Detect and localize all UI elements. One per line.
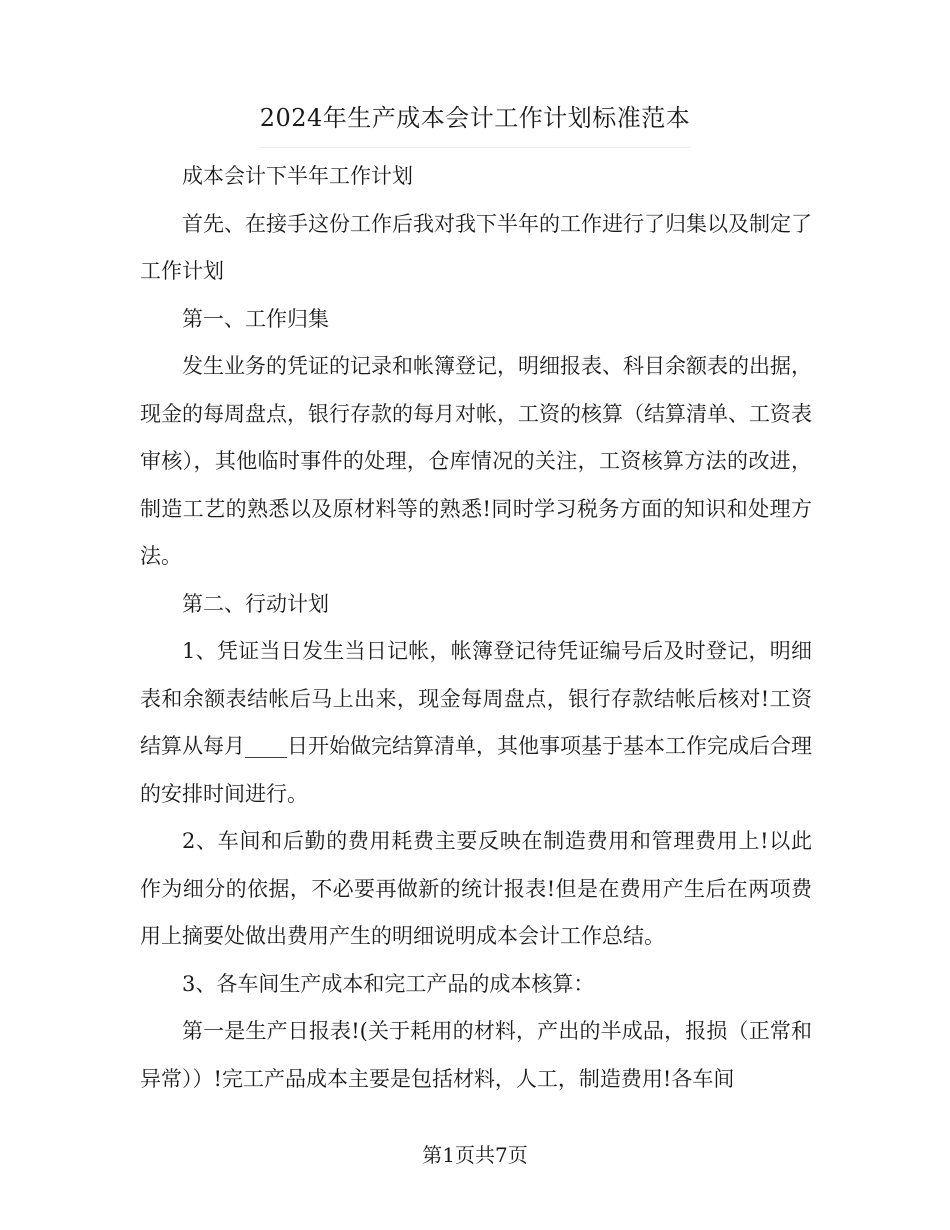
title-underline xyxy=(258,147,690,148)
section-heading-1: 第一、工作归集 xyxy=(182,306,329,331)
paragraph-plan-item-2: 2、车间和后勤的费用耗费主要反映在制造费用和管理费用上!以此作为细分的依据，不必要再做新的统计报表!但是在费用产生后在两项费用上摘要处做出费用产生的明细说明成本会计工作总结。 xyxy=(140,829,812,948)
paragraph-plan-item-3: 3、各车间生产成本和完工产品的成本核算： xyxy=(182,971,595,996)
paragraph-daily-report: 第一是生产日报表!(关于耗用的材料，产出的半成品，报损（正常和异常））!完工产品成本主要是包括材料，人工，制造费用!各车间 xyxy=(140,1019,812,1091)
document-body xyxy=(140,153,812,1103)
paragraph-intro: 首先、在接手这份工作后我对我下半年的工作进行了归集以及制定了工作计划 xyxy=(140,211,812,283)
page-number-footer: 第1页共7页 xyxy=(422,1143,528,1167)
paragraph-work-summary: 发生业务的凭证的记录和帐簿登记，明细报表、科目余额表的出据，现金的每周盘点，银行存款的每月对帐，工资的核算（结算清单、工资表审核），其他临时事件的处理，仓库情况的关注，工资核算方法的改进，制造工艺的熟悉以及原材料等的熟悉!同时学习税务方面的知识和处理方法。 xyxy=(140,354,812,568)
paragraph-subtitle: 成本会计下半年工作计划 xyxy=(182,164,413,188)
paragraph-plan-item-1: 1、凭证当日发生当日记帐，帐簿登记待凭证编号后及时登记，明细表和余额表结帐后马上出来，现金每周盘点，银行存款结帐后核对!工资结算从每月____日开始做完结算清单，其他事项基于基本工作完成后合理的安排时间进行。 xyxy=(140,639,812,806)
document-title: 2024年生产成本会计工作计划标准范本 xyxy=(259,104,691,132)
section-heading-2: 第二、行动计划 xyxy=(182,591,329,616)
